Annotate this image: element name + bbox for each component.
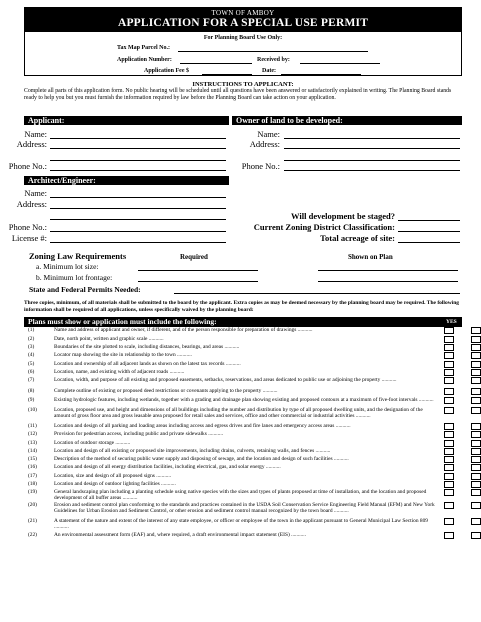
checklist-number: (1)	[28, 327, 35, 333]
permits-field[interactable]	[174, 293, 460, 294]
no-checkbox[interactable]	[471, 369, 481, 376]
min-frontage-required-field[interactable]	[138, 281, 258, 282]
applicant-name-label: Name:	[24, 129, 47, 139]
checklist-number: (22)	[28, 532, 37, 538]
checklist-text: Location, name, and existing width of adjacent roads ...........	[54, 369, 185, 375]
yes-checkbox[interactable]	[444, 448, 454, 455]
parcel-label: Tax Map Parcel No.:	[117, 45, 170, 51]
min-lot-size-required-field[interactable]	[138, 270, 258, 271]
owner-name-label: Name:	[257, 129, 280, 139]
yes-checkbox[interactable]	[444, 431, 454, 438]
no-checkbox[interactable]	[471, 440, 481, 447]
no-column-heading: NO	[473, 319, 481, 325]
checklist-text: Complete outline of existing or proposed deed restrictions or covenants applying to the property ...........	[54, 388, 278, 394]
yes-checkbox[interactable]	[444, 473, 454, 480]
fee-field[interactable]	[202, 74, 252, 75]
town-name: TOWN OF AMBOY	[211, 9, 275, 17]
staged-field[interactable]	[398, 220, 460, 221]
no-checkbox[interactable]	[471, 481, 481, 488]
checklist-number: (13)	[28, 440, 37, 446]
yes-checkbox[interactable]	[444, 369, 454, 376]
page-title: APPLICATION FOR A SPECIAL USE PERMIT	[117, 17, 369, 29]
no-checkbox[interactable]	[471, 407, 481, 414]
office-use-box	[24, 32, 462, 76]
yes-checkbox[interactable]	[444, 518, 454, 525]
checklist-number: (17)	[28, 473, 37, 479]
owner-phone-label: Phone No.:	[241, 161, 280, 171]
no-checkbox[interactable]	[471, 502, 481, 509]
zoning-heading: Zoning Law Requirements	[29, 251, 127, 261]
parcel-field[interactable]	[178, 51, 368, 52]
no-checkbox[interactable]	[471, 532, 481, 539]
date-label: Date:	[262, 68, 276, 74]
checklist-text: Name and address of applicant and owner, if different, and of the person responsible for preparation of drawings ...........	[54, 327, 313, 333]
checklist-number: (8)	[28, 388, 35, 394]
checklist-text: Location, proposed use, and height and dimensions of all buildings including the number and distribution by type of all proposed dwelling units, and the designation of the amount of gross floor area and gross leasable area proposed for retail sales and services, office and other commercial or industrial activities ...........	[54, 407, 423, 420]
no-checkbox[interactable]	[471, 361, 481, 368]
shown-column-heading: Shown on Plan	[348, 253, 393, 261]
plans-heading: Plans must show or application must include the following:	[28, 317, 217, 326]
yes-checkbox[interactable]	[444, 489, 454, 496]
checklist-text: Description of the method of securing public water supply and disposing of sewage, and the location and design of such facilities ...........	[54, 456, 349, 462]
yes-checkbox[interactable]	[444, 377, 454, 384]
checklist-number: (12)	[28, 431, 37, 437]
checklist-number: (6)	[28, 369, 35, 375]
yes-checkbox[interactable]	[444, 327, 454, 334]
min-lot-size-shown-field[interactable]	[318, 270, 458, 271]
required-column-heading: Required	[180, 253, 208, 261]
engineer-heading: Architect/Engineer:	[24, 176, 229, 185]
copies-text: Three copies, minimum, of all materials shall be submitted to the board by the applicant. Extra copies as may be deemed necessary by the planning board may be required. The following information shall be required of all applications, unless specifically waived by the planning board:	[24, 300, 460, 313]
checklist-text: Erosion and sediment control plan conforming to the standards and practices contained in the USDA Soil Conservation Service Engineering Field Manual (EFM) and New York Guidelines for Urban Erosion and Sediment Control, or other erosion and sediment control manual recognized by the town board ...........	[54, 502, 435, 515]
instructions-heading: INSTRUCTIONS TO APPLICANT:	[192, 81, 294, 88]
yes-checkbox[interactable]	[444, 361, 454, 368]
checklist-text: Location of outdoor storage ...........	[54, 440, 131, 446]
no-checkbox[interactable]	[471, 473, 481, 480]
yes-checkbox[interactable]	[444, 532, 454, 539]
checklist-text: General landscaping plan including a planting schedule using native species with the sizes and types of plants proposed at time of installation, and the location and proposed development of all buffer areas ...........	[54, 489, 427, 502]
owner-heading: Owner of land to be developed:	[232, 116, 462, 125]
checklist-text: Boundaries of the site plotted to scale, including distances, bearings, and areas ...........	[54, 344, 240, 350]
engineer-name-label: Name:	[24, 188, 47, 198]
checklist-number: (16)	[28, 464, 37, 470]
owner-address-field-2[interactable]	[284, 160, 460, 161]
checklist-number: (5)	[28, 361, 35, 367]
no-checkbox[interactable]	[471, 456, 481, 463]
plans-heading-bar	[24, 317, 481, 327]
owner-name-field[interactable]	[284, 138, 460, 139]
checklist-number: (19)	[28, 489, 37, 495]
yes-checkbox[interactable]	[444, 423, 454, 430]
date-field[interactable]	[281, 74, 361, 75]
checklist-number: (7)	[28, 377, 35, 383]
no-checkbox[interactable]	[471, 388, 481, 395]
no-checkbox[interactable]	[471, 489, 481, 496]
checklist-number: (20)	[28, 502, 37, 508]
no-checkbox[interactable]	[471, 431, 481, 438]
min-lot-size-label: a. Minimum lot size:	[36, 262, 99, 271]
engineer-address-field[interactable]	[50, 208, 226, 209]
engineer-phone-field[interactable]	[50, 231, 226, 232]
instructions-text: Complete all parts of this application form. No public hearing will be scheduled until all questions have been answered or satisfactorily explained in writing. The Planning Board stands ready to help you but you must furnish the information required by law before the Planning Board can take action on your application.	[24, 88, 452, 102]
yes-checkbox[interactable]	[444, 502, 454, 509]
owner-address-label: Address:	[249, 139, 280, 149]
checklist-number: (11)	[28, 423, 37, 429]
yes-checkbox[interactable]	[444, 407, 454, 414]
checklist-text: Location and design of all existing or proposed site improvements, including drains, culverts, retaining walls, and fences ...........	[54, 448, 331, 454]
app-number-field[interactable]	[180, 63, 252, 64]
yes-checkbox[interactable]	[444, 336, 454, 343]
zoning-class-field[interactable]	[398, 231, 460, 232]
applicant-phone-label: Phone No.:	[8, 161, 47, 171]
yes-checkbox[interactable]	[444, 388, 454, 395]
checklist-text: Location, width, and purpose of all existing and proposed easements, setbacks, reservations, and areas dedicated to public use or adjoining the property ...........	[54, 377, 397, 383]
owner-address-field[interactable]	[284, 148, 460, 149]
no-checkbox[interactable]	[471, 344, 481, 351]
app-number-label: Application Number:	[117, 57, 172, 63]
engineer-address-field-2[interactable]	[50, 219, 226, 220]
min-frontage-shown-field[interactable]	[318, 281, 458, 282]
no-checkbox[interactable]	[471, 336, 481, 343]
checklist-number: (21)	[28, 518, 37, 524]
applicant-address-label: Address:	[16, 139, 47, 149]
yes-checkbox[interactable]	[444, 464, 454, 471]
engineer-name-field[interactable]	[50, 197, 226, 198]
checklist-number: (4)	[28, 352, 35, 358]
no-checkbox[interactable]	[471, 464, 481, 471]
checklist-text: A statement of the nature and extent of the interest of any state employee, or officer or employee of the town in the applicant pursuant to General Municipal Law Section 809 ...........	[54, 518, 428, 531]
yes-checkbox[interactable]	[444, 352, 454, 359]
checklist-text: Date, north point, written and graphic scale ...........	[54, 336, 164, 342]
received-label: Received by:	[257, 57, 290, 63]
checklist-number: (18)	[28, 481, 37, 487]
checklist-number: (10)	[28, 407, 37, 413]
checklist-number: (3)	[28, 344, 35, 350]
yes-column-heading: YES	[446, 319, 457, 325]
yes-checkbox[interactable]	[444, 397, 454, 404]
staged-question: Will development be staged?	[291, 211, 395, 221]
checklist-text: Location and design of all parking and loading areas including access and egress drives and fire lanes and emergency access areas ...........	[54, 423, 351, 429]
checklist-text: Locator map showing the site in relationship to the town ...........	[54, 352, 192, 358]
no-checkbox[interactable]	[471, 518, 481, 525]
checklist-number: (14)	[28, 448, 37, 454]
yes-checkbox[interactable]	[444, 481, 454, 488]
fee-label: Application Fee $	[144, 68, 189, 74]
checklist-number: (9)	[28, 397, 35, 403]
no-checkbox[interactable]	[471, 327, 481, 334]
checklist-text: Provision for pedestrian access, including public and private sidewalks ...........	[54, 431, 224, 437]
yes-checkbox[interactable]	[444, 456, 454, 463]
acreage-label: Total acreage of site:	[320, 233, 395, 243]
acreage-field[interactable]	[398, 242, 460, 243]
received-field[interactable]	[300, 63, 380, 64]
engineer-phone-label: Phone No.:	[8, 222, 47, 232]
applicant-heading: Applicant:	[24, 116, 229, 125]
no-checkbox[interactable]	[471, 448, 481, 455]
checklist-number: (15)	[28, 456, 37, 462]
zoning-class-label: Current Zoning District Classification:	[253, 222, 395, 232]
engineer-address-label: Address:	[16, 199, 47, 209]
checklist-text: An environmental assessment form (EAF) and, where required, a draft environmental impact statement (EIS) ...........	[54, 532, 306, 538]
checklist-text: Location and design of all energy distribution facilities, including electrical, gas, and solar energy ...........	[54, 464, 281, 470]
owner-phone-field[interactable]	[284, 170, 460, 171]
yes-checkbox[interactable]	[444, 344, 454, 351]
checklist-text: Location and ownership of all adjacent lands as shown on the latest tax records ...........	[54, 361, 241, 367]
no-checkbox[interactable]	[471, 352, 481, 359]
yes-checkbox[interactable]	[444, 440, 454, 447]
engineer-license-field[interactable]	[50, 242, 226, 243]
title-bar	[24, 7, 462, 32]
no-checkbox[interactable]	[471, 377, 481, 384]
no-checkbox[interactable]	[471, 397, 481, 404]
office-use-heading: For Planning Board Use Only:	[203, 35, 283, 41]
checklist-text: Location and design of outdoor lighting facilities ...........	[54, 481, 176, 487]
min-frontage-label: b. Minimum lot frontage:	[36, 273, 113, 282]
checklist-number: (2)	[28, 336, 35, 342]
no-checkbox[interactable]	[471, 423, 481, 430]
engineer-license-label: License #:	[11, 233, 47, 243]
checklist-text: Existing hydrologic features, including wetlands, together with a grading and drainage plan showing existing and proposed contours at a maximum of five-foot intervals ...........	[54, 397, 434, 403]
checklist-text: Location, size and design of all proposed signs ...........	[54, 473, 172, 479]
permits-label: State and Federal Permits Needed:	[29, 285, 141, 294]
